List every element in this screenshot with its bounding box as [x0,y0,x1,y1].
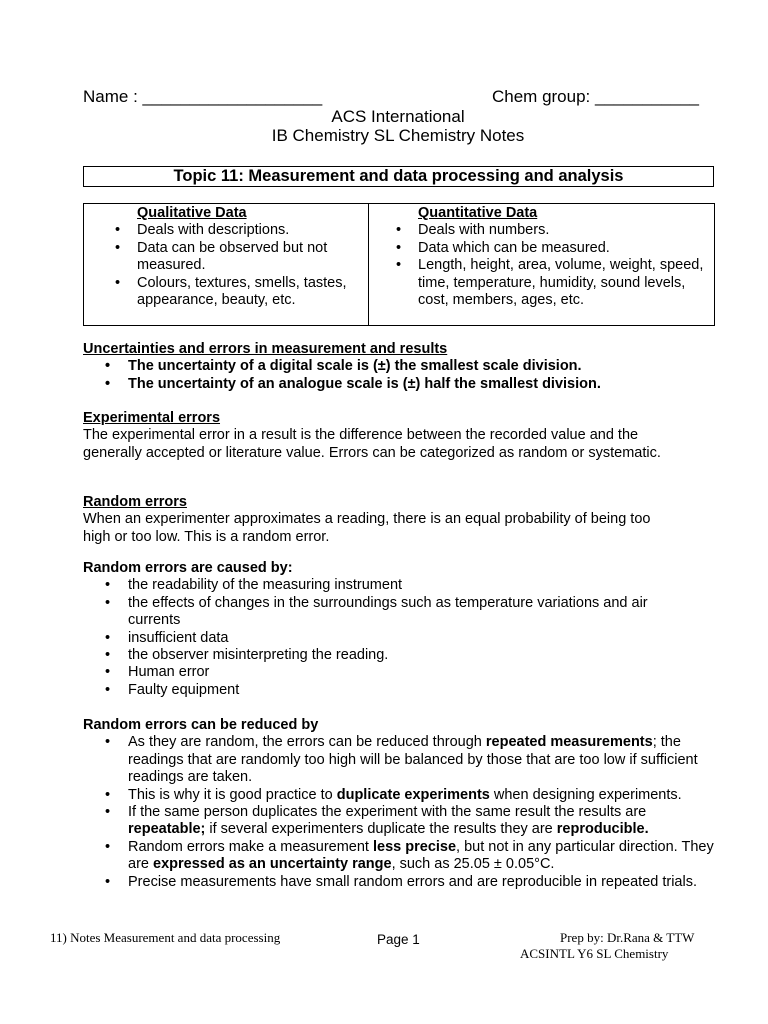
emphasis: repeatable; [128,821,206,838]
text: if several experimenters duplicate the results they are [205,821,557,838]
list-item: • Deals with descriptions. [115,222,365,239]
section-heading: Random errors are caused by: [83,560,293,576]
list-item: • Colours, textures, smells, tastes, appearance, beauty, etc. [115,275,365,310]
list-item: • Deals with numbers. [396,222,714,239]
page-number: Page 1 [377,932,420,947]
text: This is why it is good practice to [128,786,337,803]
list-item: • The uncertainty of a digital scale is (±) the smallest scale division. [83,358,723,375]
causes-section [83,560,703,699]
paragraph: The experimental error in a result is the difference between the recorded value and the generally accepted or literature value. Errors can be categorized as random or systematic. [83,427,661,461]
text: when designing experiments. [489,786,682,803]
emphasis: repeated measurements [485,734,653,751]
list-item: • the observer misinterpreting the reading. [83,647,703,664]
list-item: • insufficient data [83,630,703,647]
footer-title: 11) Notes Measurement and data processing [50,930,281,945]
list-item: • The uncertainty of an analogue scale is (±) half the smallest division. [83,376,723,393]
text: As they are random, the errors can be reduced through [128,734,486,751]
section-heading: Uncertainties and errors in measurement and results [83,341,448,357]
paragraph: When an experimenter approximates a reading, there is an equal probability of being too high or too low. This is a random error. [83,511,651,545]
experimental-section [83,410,663,462]
list-item: • Human error [83,664,703,681]
name-field: Name : ___________________ [83,87,323,106]
qualitative-heading: Qualitative Data [137,205,247,221]
text: , such as 25.05 ± 0.05°C. [391,856,555,873]
table-divider [368,204,369,325]
uncertainties-section [83,341,723,393]
text: ; the readings that are randomly too high will be balanced by those that are too low if sufficient readings are taken. [128,734,698,786]
topic-title: Topic 11: Measurement and data processing and analysis [83,166,714,187]
random-section [83,494,673,546]
list-item: • Data can be observed but not measured. [115,240,365,275]
section-heading: Random errors can be reduced by [83,717,319,733]
list-item: • Length, height, area, volume, weight, speed, time, temperature, humidity, sound levels, cost, members, ages, etc. [396,257,714,309]
section-heading: Experimental errors [83,410,221,426]
text: Random errors make a measurement [128,838,373,855]
emphasis: duplicate experiments [336,786,490,803]
list-item [83,839,715,874]
school-name: ACS International [331,107,465,126]
section-heading: Random errors [83,494,187,510]
text: If the same person duplicates the experiment with the same result the results are [128,804,647,821]
list-item: • the readability of the measuring instrument [83,577,703,594]
footer-prep: Prep by: Dr.Rana & TTW [560,930,695,945]
qualitative-column [115,205,365,309]
data-types-table [83,203,715,326]
list-item: • Precise measurements have small random errors and are reproducible in repeated trials. [83,874,715,891]
reduction-section [83,717,715,891]
list-item: • Faulty equipment [83,682,703,699]
list-item: • Data which can be measured. [396,240,714,257]
emphasis: less precise [373,838,457,855]
emphasis: reproducible. [556,821,649,838]
footer-course: ACSINTL Y6 SL Chemistry [520,946,669,961]
chem-group-field: Chem group: ___________ [492,87,699,106]
text: , but not in any particular direction. They are [128,838,714,873]
quantitative-column [396,205,714,309]
list-item [83,734,715,786]
list-item: • the effects of changes in the surroundings such as temperature variations and air currents [83,595,703,630]
quantitative-heading: Quantitative Data [418,205,538,221]
emphasis: expressed as an uncertainty range [153,856,392,873]
list-item [83,787,715,804]
list-item [83,804,715,839]
course-title: IB Chemistry SL Chemistry Notes [271,126,525,145]
